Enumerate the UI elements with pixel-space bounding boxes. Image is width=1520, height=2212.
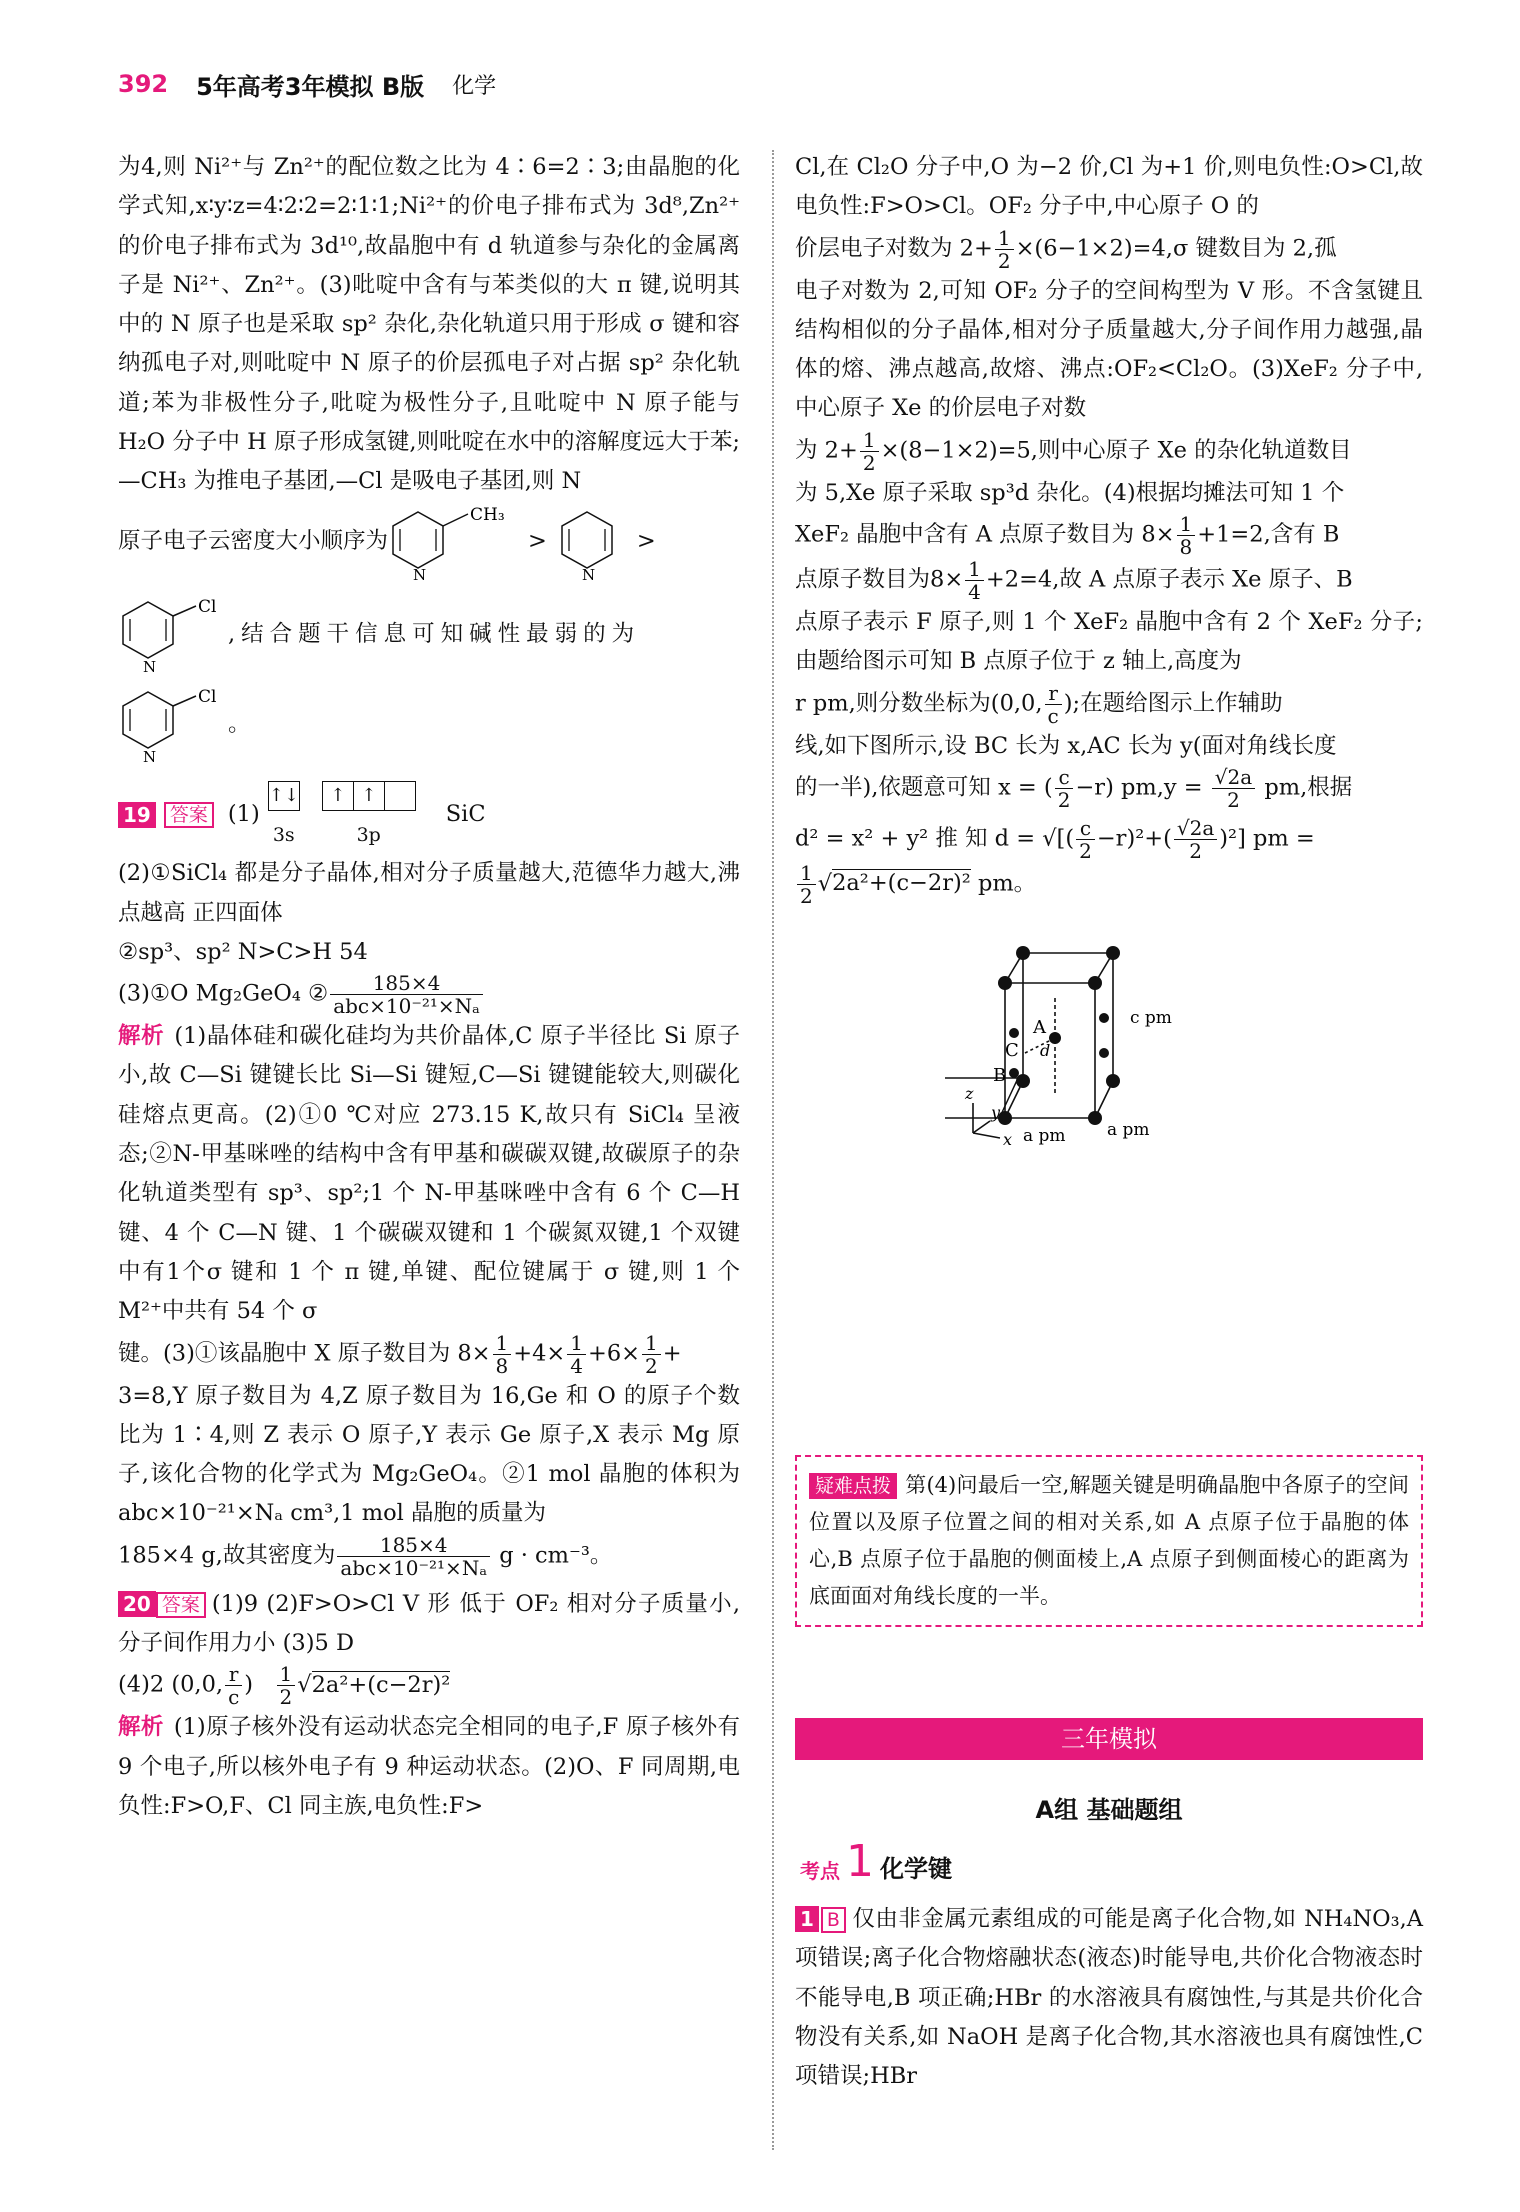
numerator: √2a [1174, 817, 1217, 840]
section-header: 三年模拟 [795, 1718, 1423, 1760]
paragraph: 点原子表示 F 原子,则 1 个 XeF₂ 晶胞中含有 2 个 XeF₂ 分子;由题给图示可知 B 点原子位于 z 轴上,高度为 [795, 609, 1423, 675]
paragraph: 为4,则 Ni²⁺与 Zn²⁺的配位数之比为 4∶6=2∶3;由晶胞的化学式知,x∶y∶z=4∶2∶2=2∶1∶1;Ni²⁺的价电子排布式为 3d⁸,Zn²⁺的价电子排布式为 3d¹⁰,故晶胞中有 d 轨道参与杂化的金属离子是 Ni²⁺、Zn²⁺。(3)吡啶中含有与苯类似的大 π 键,说明其中的 N 原子也是采取 sp² 杂化,杂化轨道只用于形成 σ 键和容纳孤电子对,则吡啶中 N 原子的价层孤电子对占据 sp² 杂化轨道;苯为非极性分子,吡啶为极性分子,且吡啶中 N 原子能与 H₂O 分子中 H 原子形成氢键,则吡啶在水中的溶解度远大于苯;—CH₃ 为推电子基团,—Cl 是吸电子基团,则 N [118, 154, 740, 495]
paragraph [795, 513, 1423, 558]
op: + [662, 1340, 682, 1367]
gt-sign: > [528, 528, 547, 555]
density-fraction [330, 972, 483, 1017]
analysis-label: 解析 [118, 1023, 165, 1050]
op: +4× [513, 1340, 566, 1367]
q19-part3 [118, 972, 740, 1017]
denominator: 4 [570, 1353, 584, 1378]
orbital-box [385, 782, 415, 810]
answer-badge: 答案 [156, 1592, 206, 1618]
group-title: A组 基础题组 [1035, 1796, 1183, 1824]
denominator: 8 [1179, 535, 1193, 560]
denominator: 4 [968, 580, 981, 605]
denominator: 2 [1189, 838, 1202, 863]
denominator: abc×10⁻²¹×Nₐ [333, 994, 480, 1019]
fraction [1076, 817, 1095, 862]
q20-analysis [118, 1708, 740, 1826]
topic-title: 化学键 [880, 1855, 952, 1883]
paragraph [795, 429, 1423, 474]
q19-answer-line [118, 776, 740, 855]
denominator: 2 [279, 1685, 293, 1710]
label-b: B [993, 1064, 1007, 1086]
q20-answer [118, 1585, 740, 1664]
numerator: c [1076, 817, 1095, 840]
orbital-label: 3s [272, 823, 295, 846]
denominator: 2 [645, 1353, 658, 1378]
q20-part4: (4)2 (0,0, $\frac{r}{c}$ ) $\frac{1}{2}$ √2a²+(c−2r)² [118, 1662, 451, 1710]
fraction [995, 227, 1014, 272]
denominator: 2 [800, 883, 813, 908]
text: ×(6−1×2)=4,σ 键数目为 2,孤 [1015, 235, 1337, 262]
fraction [1174, 817, 1217, 862]
numerator: 185×4 [337, 1534, 490, 1557]
fraction [797, 862, 816, 907]
numerator: r [1045, 682, 1062, 705]
fraction [277, 1663, 296, 1708]
n-label-4: N [143, 748, 157, 767]
text: 为 2+ [795, 437, 858, 464]
fraction [225, 1663, 242, 1708]
text: 点原子数目为8× [795, 566, 964, 593]
tip-text: 第(4)问最后一空,解题关键是明确晶胞中各原子的空间位置以及原子位置之间的相对关系,如 A 点原子位于晶胞的体心,B 点原子位于晶胞的侧面棱上,A 点原子到侧面棱心的距离为底面面对角线长度的一半。 [809, 1473, 1409, 1608]
order-suffix: ,结合题干信息可知碱性最弱的为 [228, 621, 641, 648]
q20-part4-text: (4)2 (0,0, [118, 1671, 224, 1698]
denominator: 2 [862, 450, 876, 475]
part-prefix: (1) [227, 801, 260, 828]
axis-y: y [991, 1102, 1001, 1122]
paragraph: 为 5,Xe 原子采取 sp³d 杂化。(4)根据均摊法可知 1 个 [795, 479, 1345, 506]
text: 的一半),依题意可知 x = [795, 774, 1037, 801]
analysis-text: 键。(3)①该晶胞中 X 原子数目为 8× [118, 1340, 491, 1367]
analysis-text: (1)晶体硅和碳化硅均为共价晶体,C 原子半径比 Si 原子小,故 C—Si 键键长比 Si—Si 键短,C—Si 键键能较大,则碳化硅熔点更高。(2)①0 ℃对应 273.15 K,故只有 SiCl₄ 呈液态;②N-甲基咪唑的结构中含有甲基和碳碳双键,故碳原子的杂化轨道类型有 sp³、sp²;1 个 N-甲基咪唑中含有 6 个 C—H 键、4 个 C—N 键、1 个碳碳双键和 1 个碳氮双键,1 个双键中有1个σ 键和 1 个 π 键,单键、配位键属于 σ 键,则 1 个 M²⁺中共有 54 个 σ [118, 1023, 740, 1325]
paragraph: 电子对数为 2,可知 OF₂ 分子的空间构型为 V 形。不含氢键且结构相似的分子晶体,相对分子质量越大,分子间作用力越强,晶体的熔、沸点越高,故熔、沸点:OF₂<Cl₂O。(3)XeF₂ 分子中,中心原子 Xe 的价层电子对数 [795, 277, 1423, 422]
q1-text: 仅由非金属元素组成的可能是离子化合物,如 NH₄NO₃,A 项错误;离子化合物熔融状态(液态)时能导电,共价化合物液态时不能导电,B 项正确;HBr 的水溶液具有腐蚀性,与其是共价化合物没有关系,如 NaOH 是离子化合物,其水溶液也具有腐蚀性,C 项错误;HBr [795, 1906, 1423, 2090]
paragraph: $\frac{1}{2}$ √2a²+(c−2r)² pm。 [795, 862, 1423, 907]
q20-text: (1)9 (2)F>O>Cl V 形 低于 OF₂ 相对分子质量小,分子间作用力小 (3)5 D [118, 1590, 740, 1657]
part3-text: (3)①O Mg₂GeO₄ ② [118, 980, 329, 1007]
numerator: c [1055, 766, 1074, 789]
label-a-pm-right: a pm [1107, 1119, 1150, 1140]
page-header [118, 64, 496, 104]
tip-box [795, 1455, 1423, 1627]
text: pm。 [977, 870, 1037, 897]
order-text: 原子电子云密度大小顺序为 [118, 528, 389, 555]
numerator: 1 [797, 862, 816, 885]
label-a: A [1033, 1016, 1046, 1038]
analysis-text: (1)原子核外没有运动状态完全相同的电子,F 原子核外有 9 个电子,所以核外电子有 9 种运动状态。(2)O、F 同周期,电负性:F>O,F、Cl 同主族,电负性:F> [118, 1714, 740, 1819]
q1-answer: B [821, 1907, 846, 1933]
denominator: 8 [495, 1353, 509, 1378]
q19-analysis [118, 1017, 740, 1331]
q20-number: 20 [118, 1591, 156, 1617]
density-fraction-2 [337, 1534, 490, 1579]
label-c-pm: c pm [1130, 1007, 1172, 1028]
label-a-pm-bottom: a pm [1023, 1125, 1066, 1146]
label-c: C [1005, 1039, 1019, 1061]
fraction [567, 1332, 586, 1377]
text: );在题给图示上作辅助 [1063, 690, 1283, 717]
q19-analysis-2 [118, 1332, 740, 1377]
weakest-base-line [118, 680, 740, 770]
period: 。 [228, 711, 251, 738]
text: −r [1075, 774, 1106, 801]
chloropyridine-structure [118, 592, 228, 677]
op: +6× [588, 1340, 641, 1367]
pyridine-structure [557, 502, 627, 582]
sqrt-expression: 2a²+(c−2r)² [311, 1671, 451, 1698]
chloropyridine-structure-2 [118, 682, 228, 767]
paragraph [795, 682, 1423, 727]
q1-number: 1 [795, 1906, 819, 1932]
paragraph: Cl,在 Cl₂O 分子中,O 为−2 价,Cl 为+1 价,则电负性:O>Cl,故电负性:F>O>Cl。OF₂ 分子中,中心原子 O 的 [795, 154, 1423, 220]
pyridine-order-line [118, 502, 740, 582]
text: 价层电子对数为 2+ [795, 235, 993, 262]
paragraph: d² = x² + y² 推 知 d = √[( $\frac{c}{2}$ −r)²+( $\frac{√2a}{2}$ )²] pm = [795, 815, 1315, 863]
denominator: abc×10⁻²¹×Nₐ [340, 1555, 488, 1580]
axis-z: z [965, 1083, 974, 1103]
tip-label: 疑难点拨 [809, 1473, 897, 1499]
methylpyridine-structure [388, 502, 518, 582]
numerator: 1 [965, 558, 984, 581]
denominator: 2 [1079, 838, 1092, 863]
numerator: 1 [1177, 513, 1196, 536]
orbital-label: 3p [356, 823, 381, 846]
q19-part2: (2)①SiCl₄ 都是分子晶体,相对分子质量越大,范德华力越大,沸点越高 正四面体 [118, 860, 740, 926]
fraction [1177, 513, 1196, 558]
analysis-label: 解析 [118, 1714, 164, 1741]
denominator: 2 [997, 248, 1011, 273]
text: XeF₂ 晶胞中含有 A 点原子数目为 8× [795, 521, 1175, 548]
n-label-3: N [143, 658, 157, 677]
column-divider [772, 150, 774, 2150]
book-title: 5年高考3年模拟 B版 [196, 72, 425, 101]
orbital-box: ↑ [354, 782, 385, 810]
numerator: 1 [995, 227, 1014, 250]
paragraph [795, 227, 1423, 272]
cl-label: Cl [198, 597, 217, 618]
text: pm = [1253, 825, 1315, 852]
text: +2=4,故 A 点原子表示 Xe 原子、B [985, 566, 1353, 593]
numerator: √2a [1212, 766, 1255, 789]
numerator: 185×4 [330, 972, 483, 995]
q19-analysis-4 [118, 1534, 740, 1579]
orbital-box: ↑ [323, 782, 354, 810]
numerator: 1 [567, 1332, 586, 1355]
fraction [965, 558, 984, 603]
right-column [795, 148, 1423, 1153]
fraction [493, 1332, 512, 1377]
chloropyridine-line [118, 590, 740, 680]
text: ×(8−1×2)=5,则中心原子 Xe 的杂化轨道数目 [880, 437, 1352, 464]
question-1 [795, 1900, 1423, 2096]
paragraph: 线,如下图所示,设 BC 长为 x,AC 长为 y(面对角线长度 [795, 732, 1337, 759]
left-column [118, 148, 740, 1826]
fraction [1055, 766, 1074, 811]
sqrt-expression: 2a²+(c−2r)² [832, 870, 971, 897]
n-label: N [413, 565, 427, 582]
analysis-text: 185×4 g,故其密度为 [118, 1542, 336, 1569]
numerator: 1 [642, 1332, 661, 1355]
numerator: 1 [860, 429, 879, 452]
text: +1=2,含有 B [1197, 521, 1340, 548]
topic-heading [800, 1836, 952, 1887]
gt-sign-2: > [636, 528, 656, 555]
text: r pm,则分数坐标为(0,0, [795, 690, 1043, 717]
paragraph: 的一半),依题意可知 x = ( $\frac{c}{2}$ −r) pm,y = $\frac{√2a}{2}$ pm,根据 [795, 764, 1353, 812]
crystal-cell-diagram [945, 913, 1245, 1153]
fraction [1212, 766, 1255, 811]
answer-badge: 答案 [164, 802, 214, 828]
page-number: 392 [118, 70, 169, 98]
q19-part2b: ②sp³、sp² N>C>H 54 [118, 938, 368, 965]
n-label-2: N [581, 565, 595, 582]
paragraph [795, 558, 1423, 603]
denominator: c [228, 1685, 240, 1710]
denominator: 2 [1057, 787, 1071, 812]
fraction [642, 1332, 661, 1377]
orbital-3p [322, 776, 416, 855]
fraction [1045, 682, 1062, 727]
text: −r [1096, 825, 1127, 852]
q19-analysis-3: 3=8,Y 原子数目为 4,Z 原子数目为 16,Ge 和 O 的原子个数比为 1∶4,则 Z 表示 O 原子,Y 表示 Ge 原子,X 表示 Mg 原子,该化合物的化学式为 Mg₂GeO₄。②1 mol 晶胞的体积为 abc×10⁻²¹×Nₐ cm³,1 mol 晶胞的质量为 [118, 1382, 740, 1527]
text: pm,根据 [1264, 774, 1353, 801]
numerator: 1 [493, 1332, 512, 1355]
q19-number: 19 [118, 802, 156, 828]
denominator: 2 [1227, 787, 1240, 812]
text: d² = x² + y² 推 知 d = [795, 825, 1036, 852]
numerator: r [225, 1663, 242, 1686]
cl-label-2: Cl [198, 687, 217, 708]
sic-answer: SiC [445, 801, 486, 828]
orbital-box: ↑↓ [268, 784, 299, 806]
axis-x: x [1003, 1129, 1013, 1149]
text: pm,y = [1121, 774, 1203, 801]
denominator: c [1047, 703, 1059, 728]
topic-prefix: 考点 [800, 1859, 840, 1883]
label-d: d [1040, 1040, 1051, 1060]
fraction [860, 429, 879, 474]
subject: 化学 [452, 73, 497, 99]
orbital-3s [268, 776, 300, 855]
numerator: 1 [277, 1663, 296, 1686]
unit: g · cm⁻³。 [499, 1542, 613, 1569]
topic-number: 1 [846, 1836, 874, 1887]
ch3-label: CH₃ [470, 504, 505, 525]
paren: ) [244, 1671, 254, 1698]
